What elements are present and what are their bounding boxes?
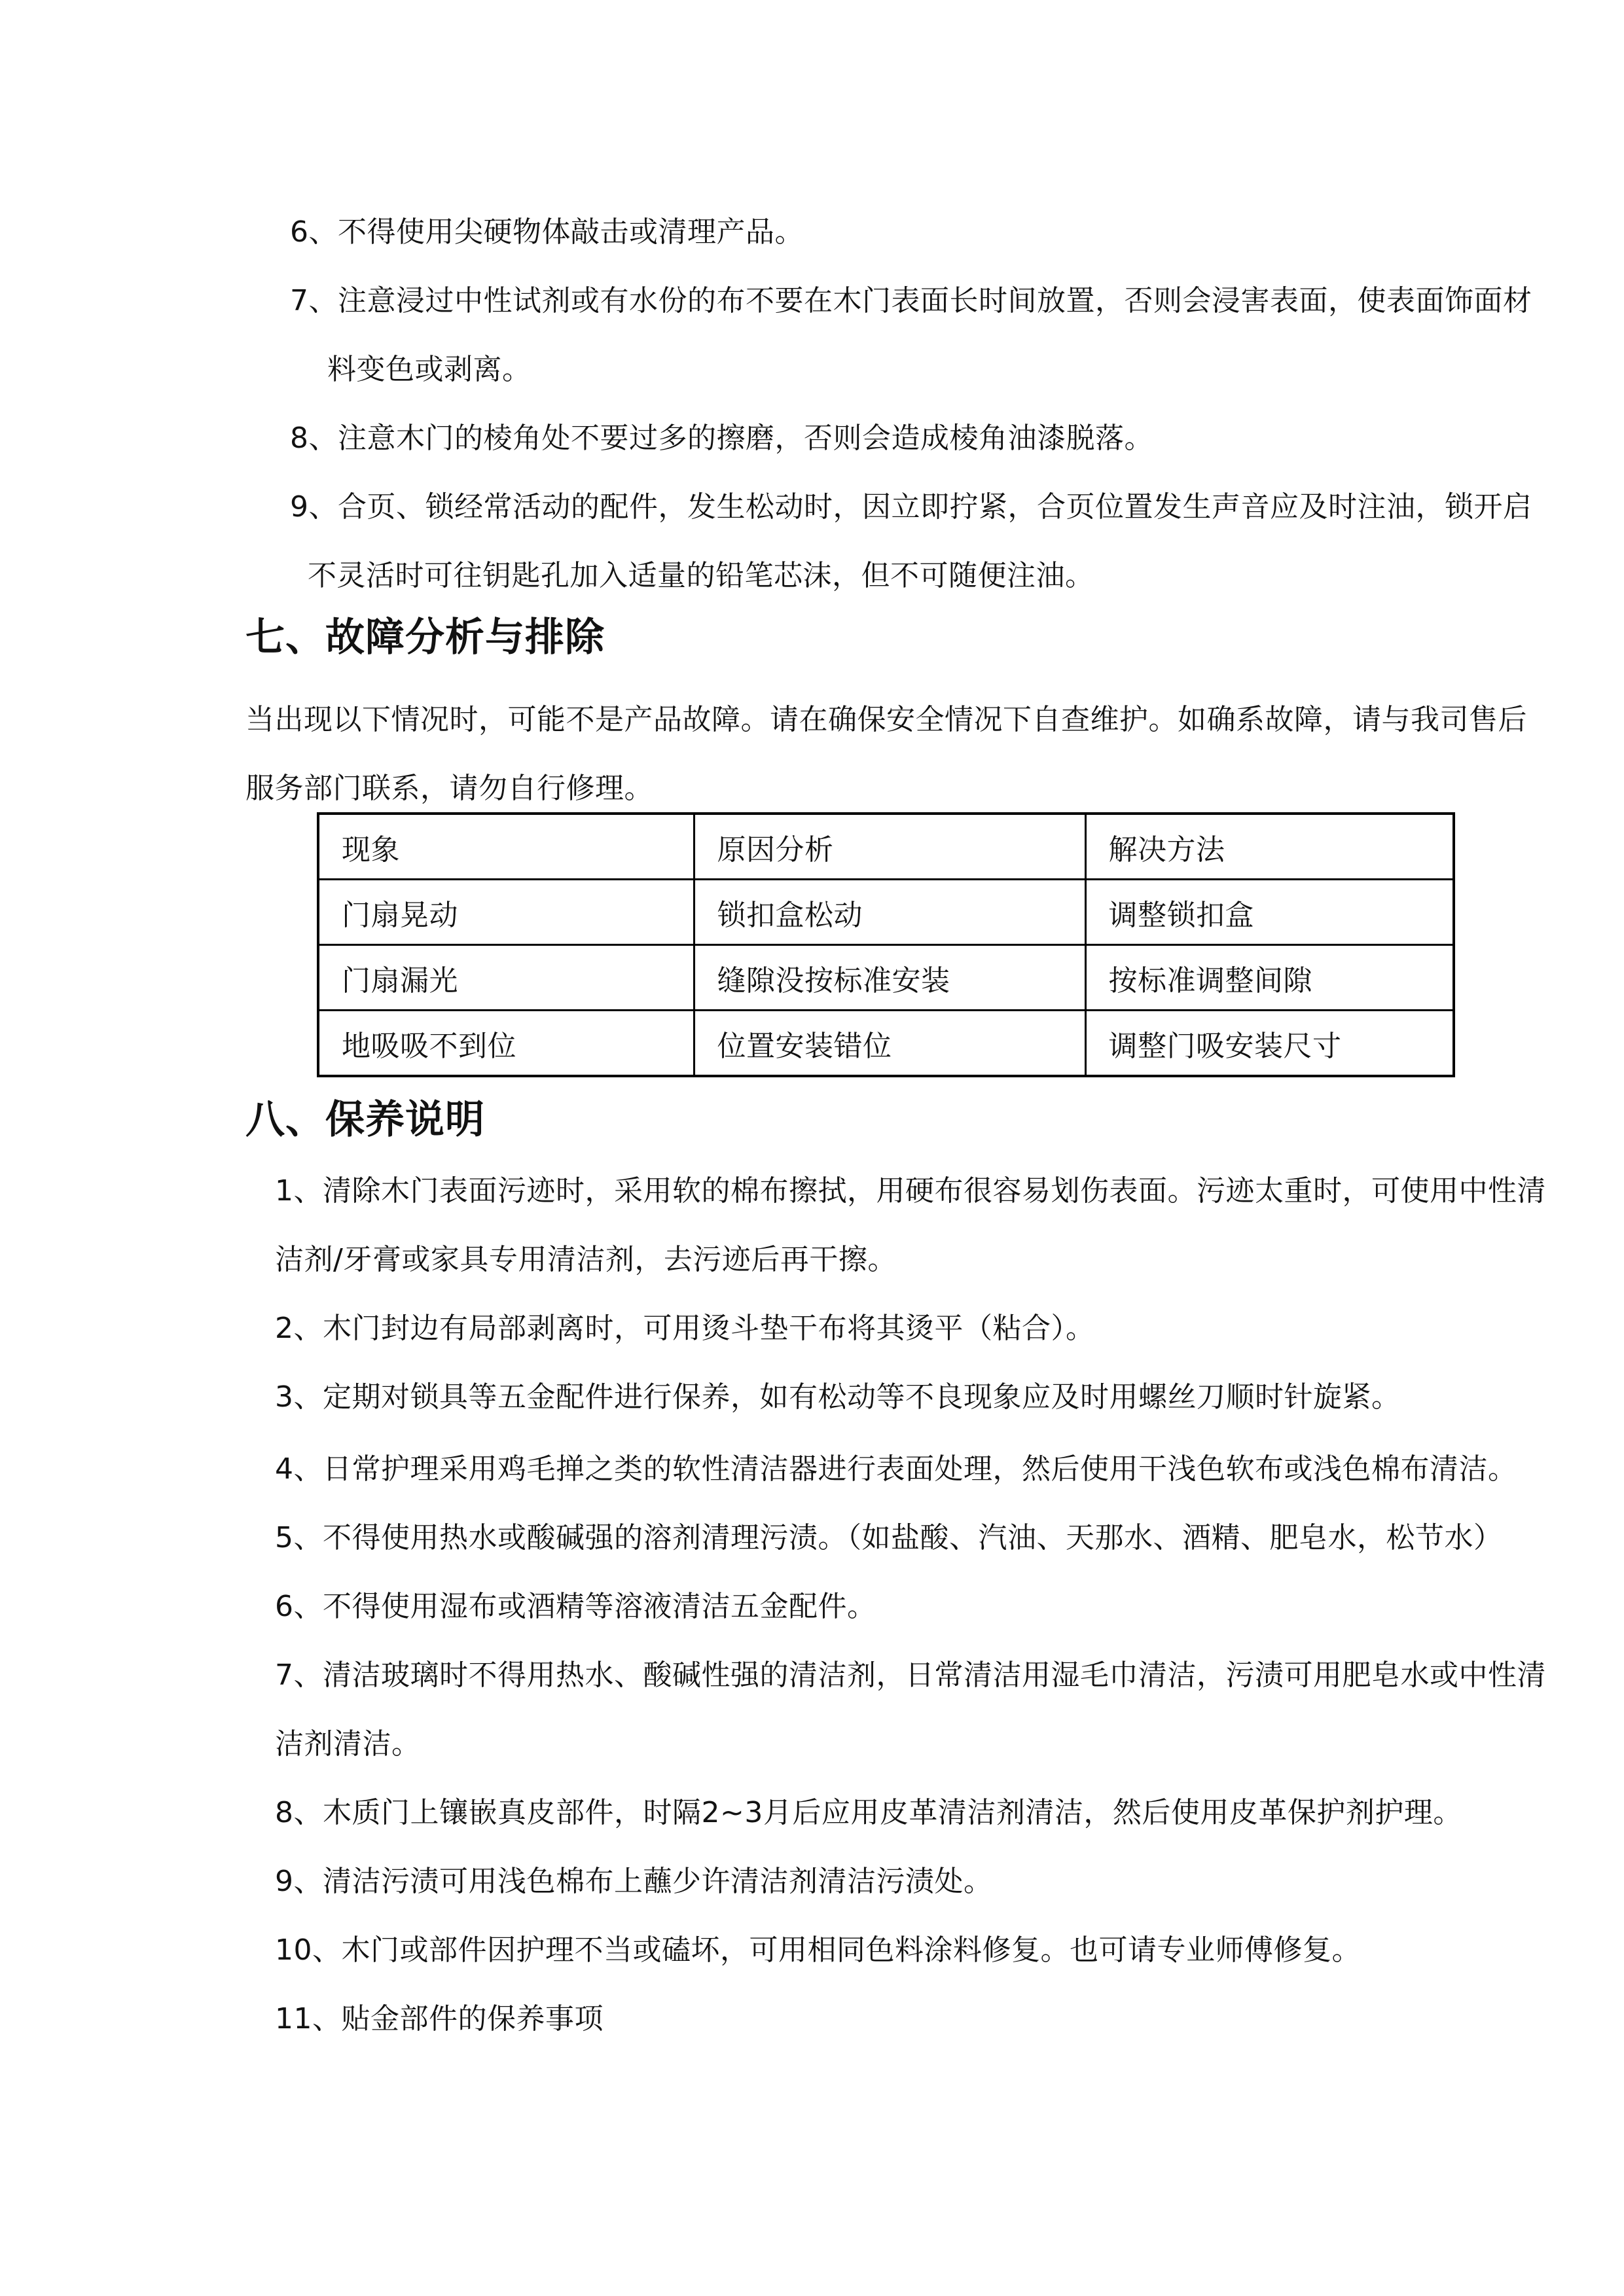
maintenance-precaution-line: 6、不得使用尖硬物体敲击或清理产品。 bbox=[290, 215, 804, 249]
care-instruction-line-continuation: 洁剂/牙膏或家具专用清洁剂，去污迹后再干擦。 bbox=[275, 1243, 897, 1276]
table-header-row bbox=[318, 814, 1454, 880]
care-instruction-line-continuation: 洁剂清洁。 bbox=[275, 1727, 421, 1761]
table-cell: 锁扣盒松动 bbox=[694, 880, 1085, 945]
table-cell: 门扇漏光 bbox=[318, 945, 694, 1011]
table-header-cell: 解决方法 bbox=[1085, 814, 1454, 880]
troubleshooting-table bbox=[317, 812, 1455, 1077]
table-cell: 调整门吸安装尺寸 bbox=[1085, 1011, 1454, 1077]
maintenance-precaution-line-continuation: 不灵活时可往钥匙孔加入适量的铅笔芯沫，但不可随便注油。 bbox=[308, 559, 1094, 592]
care-instruction-line: 3、定期对锁具等五金配件进行保养，如有松动等不良现象应及时用螺丝刀顺时针旋紧。 bbox=[275, 1380, 1401, 1414]
care-instruction-line: 1、清除木门表面污迹时，采用软的棉布擦拭，用硬布很容易划伤表面。污迹太重时，可使用中性清 bbox=[275, 1174, 1546, 1208]
table-cell: 缝隙没按标准安装 bbox=[694, 945, 1085, 1011]
care-instruction-line: 11、贴金部件的保养事项 bbox=[275, 2002, 604, 2036]
care-instruction-line: 4、日常护理采用鸡毛掸之类的软性清洁器进行表面处理，然后使用干浅色软布或浅色棉布清洁。 bbox=[275, 1452, 1517, 1486]
care-instruction-line: 9、清洁污渍可用浅色棉布上蘸少许清洁剂清洁污渍处。 bbox=[275, 1865, 993, 1898]
table-cell: 地吸吸不到位 bbox=[318, 1011, 694, 1077]
table-cell: 调整锁扣盒 bbox=[1085, 880, 1454, 945]
care-instruction-line: 5、不得使用热水或酸碱强的溶剂清理污渍。（如盐酸、汽油、天那水、酒精、肥皂水，松节水） bbox=[275, 1521, 1503, 1554]
care-instruction-line: 10、木门或部件因护理不当或磕坏，可用相同色料涂料修复。也可请专业师傅修复。 bbox=[275, 1933, 1361, 1967]
section-7-intro-line: 当出现以下情况时，可能不是产品故障。请在确保安全情况下自查维护。如确系故障，请与我司售后 bbox=[245, 703, 1527, 736]
section-8-heading: 八、保养说明 bbox=[245, 1097, 485, 1143]
table-header-cell: 原因分析 bbox=[694, 814, 1085, 880]
maintenance-precaution-line-continuation: 料变色或剥离。 bbox=[327, 353, 532, 386]
maintenance-precaution-line: 8、注意木门的棱角处不要过多的擦磨，否则会造成棱角油漆脱落。 bbox=[290, 422, 1153, 455]
care-instruction-line: 8、木质门上镶嵌真皮部件，时隔2~3月后应用皮革清洁剂清洁，然后使用皮革保护剂护理。 bbox=[275, 1796, 1462, 1829]
table-cell: 门扇晃动 bbox=[318, 880, 694, 945]
care-instruction-line: 7、清洁玻璃时不得用热水、酸碱性强的清洁剂，日常清洁用湿毛巾清洁，污渍可用肥皂水或中性清 bbox=[275, 1659, 1546, 1692]
maintenance-precaution-line: 9、合页、锁经常活动的配件，发生松动时，因立即拧紧，合页位置发生声音应及时注油，锁开启 bbox=[290, 490, 1532, 524]
care-instruction-line: 2、木门封边有局部剥离时，可用烫斗垫干布将其烫平（粘合）。 bbox=[275, 1312, 1095, 1345]
table-row bbox=[318, 945, 1454, 1011]
section-7-heading: 七、故障分析与排除 bbox=[245, 615, 605, 660]
table-header-cell: 现象 bbox=[318, 814, 694, 880]
maintenance-precaution-line: 7、注意浸过中性试剂或有水份的布不要在木门表面长时间放置，否则会浸害表面，使表面饰面材 bbox=[290, 284, 1532, 317]
table-row bbox=[318, 1011, 1454, 1077]
table-cell: 位置安装错位 bbox=[694, 1011, 1085, 1077]
table-cell: 按标准调整间隙 bbox=[1085, 945, 1454, 1011]
section-7-intro-line: 服务部门联系，请勿自行修理。 bbox=[245, 772, 653, 805]
care-instruction-line: 6、不得使用湿布或酒精等溶液清洁五金配件。 bbox=[275, 1590, 876, 1623]
table-row bbox=[318, 880, 1454, 945]
